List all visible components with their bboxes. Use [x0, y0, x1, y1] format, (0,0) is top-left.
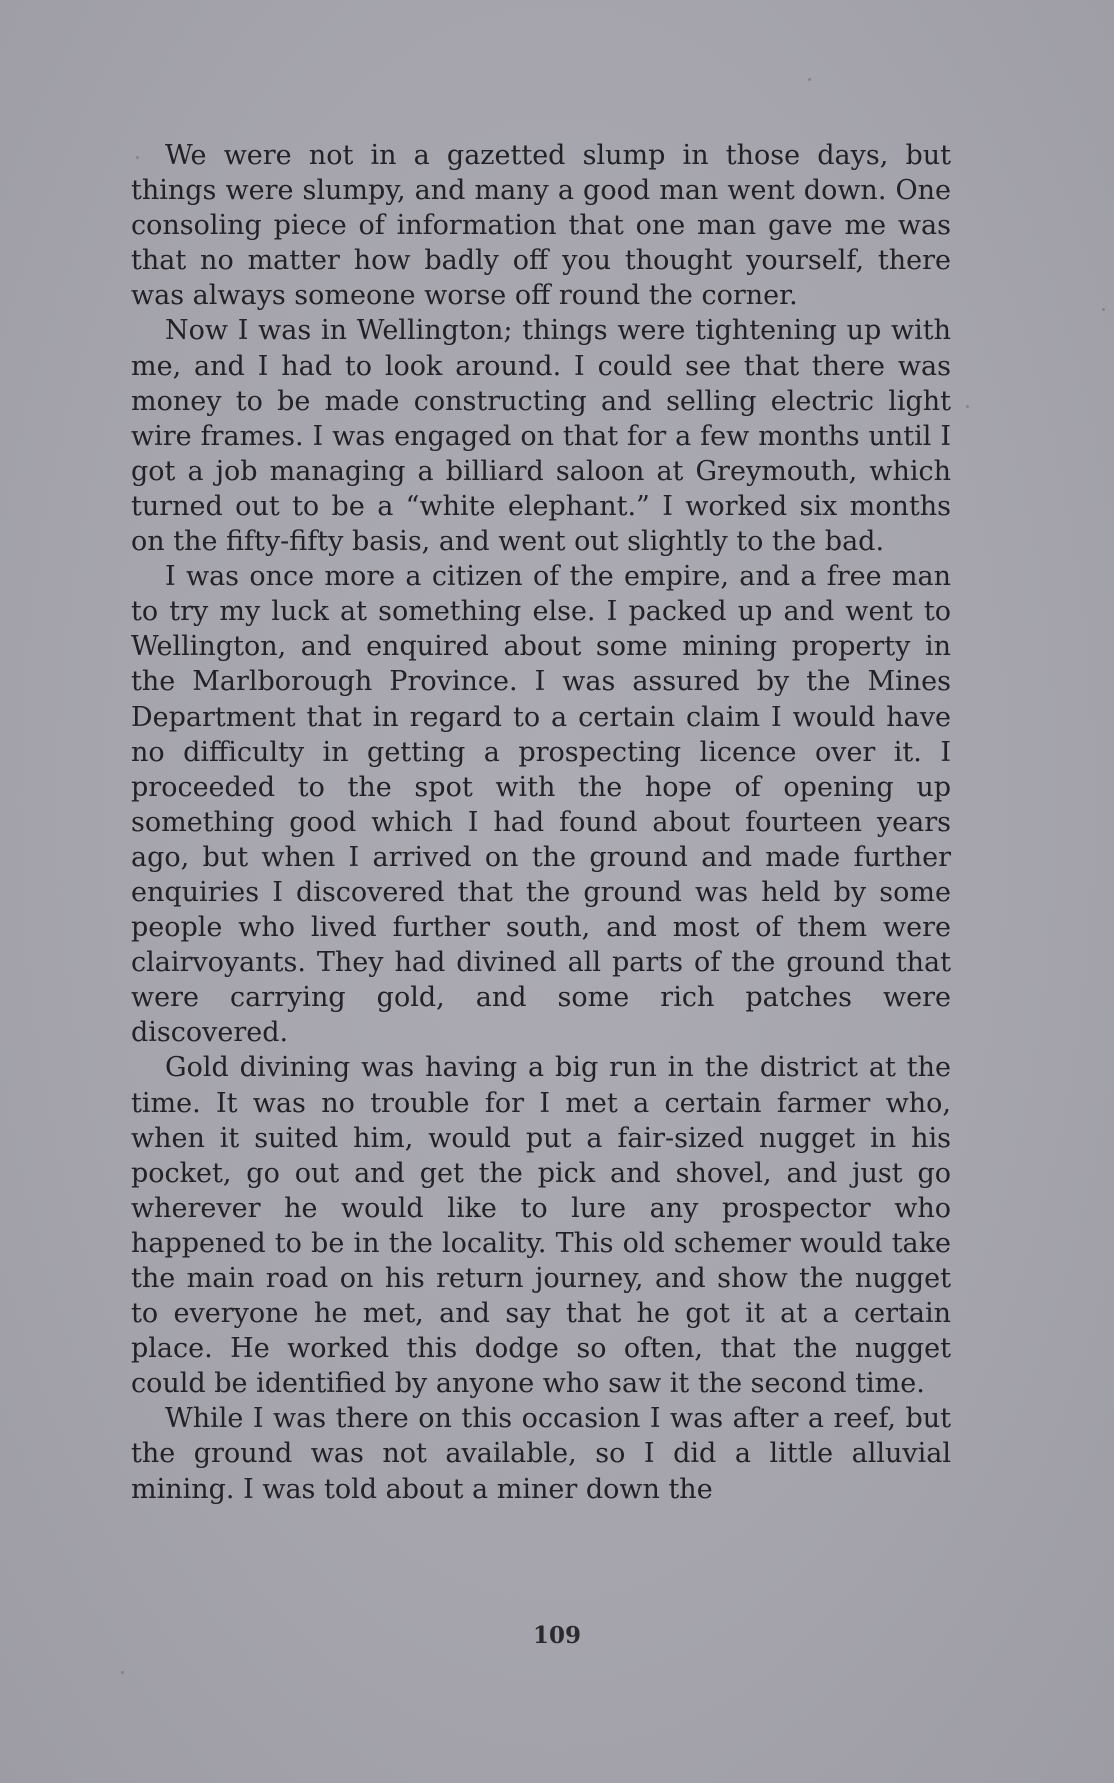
paper-speck	[808, 78, 811, 81]
page-number: 109	[532, 1622, 581, 1649]
paper-speck	[966, 405, 969, 408]
body-text	[131, 138, 951, 1507]
paragraph: While I was there on this occasion I was after a reef, but the ground was not available, so I did a little alluvial mining. I was told about a miner down the	[131, 1403, 951, 1505]
paper-speck	[121, 1671, 124, 1674]
paragraph: Now I was in Wellington; things were tightening up with me, and I had to look around. I could see that there was money to be made constructing and selling electric light wire frames. I was engaged on that for a few months until I got a job managing a billiard saloon at Greymouth, which turned out to be a “white elephant.” I worked six months on the fifty-fifty basis, and went out slightly to the bad.	[131, 315, 951, 558]
paragraph: I was once more a citizen of the empire, and a free man to try my luck at something else. I packed up and went to Wellington, and enquired about some mining property in the Marlborough Province. I was assured by the Mines Department that in regard to a certain claim I would have no difficulty in getting a prospecting licence over it. I proceeded to the spot with the hope of opening up something good which I had found about fourteen years ago, but when I arrived on the ground and made further enquiries I discovered that the ground was held by some people who lived further south, and most of them were clairvoyants. They had divined all parts of the ground that were carrying gold, and some rich patches were discovered.	[131, 561, 951, 1049]
paragraph: Gold divining was having a big run in the district at the time. It was no trouble for I met a certain farmer who, when it suited him, would put a fair-sized nugget in his pocket, go out and get the pick and shovel, and just go wherever he would like to lure any prospector who happened to be in the locality. This old schemer would take the main road on his return journey, and show the nugget to everyone he met, and say that he got it at a certain place. He worked this dodge so often, that the nugget could be identified by anyone who saw it the second time.	[131, 1052, 951, 1400]
paragraph: We were not in a gazetted slump in those days, but things were slumpy, and many a good man went down. One consoling piece of information that one man gave me was that no matter how badly off you thought yourself, there was always someone worse off round the corner.	[131, 140, 951, 312]
paper-speck	[1102, 308, 1105, 311]
